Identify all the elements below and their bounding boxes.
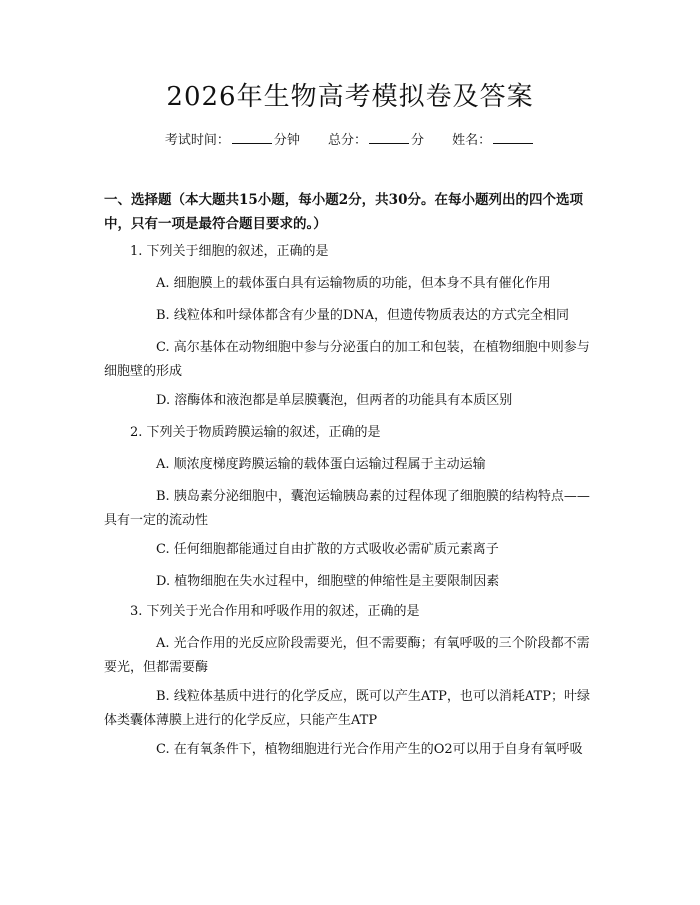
student-name-label: 姓名： bbox=[452, 133, 492, 148]
section-heading: 一、选择题（本大题共15小题，每小题2分，共30分。在每小题列出的四个选项中，只有一项是最符合题目要求的。） bbox=[104, 192, 583, 232]
question-option: B. 线粒体基质中进行的化学反应，既可以产生ATP，也可以消耗ATP；叶绿体类囊体薄膜上进行的化学反应，只能产生ATP bbox=[104, 689, 591, 728]
question-option: D. 溶酶体和液泡都是单层膜囊泡，但两者的功能具有本质区别 bbox=[156, 393, 513, 408]
student-name-blank bbox=[493, 131, 533, 144]
exam-time-field bbox=[165, 131, 300, 150]
exam-time-label: 考试时间： bbox=[164, 133, 230, 148]
question-stem: 1. 下列关于细胞的叙述，正确的是 bbox=[130, 244, 329, 259]
question-option: B. 胰岛素分泌细胞中，囊泡运输胰岛素的过程体现了细胞膜的结构特点——具有一定的流动性 bbox=[104, 489, 590, 528]
question-option: D. 植物细胞在失水过程中，细胞壁的伸缩性是主要限制因素 bbox=[156, 574, 500, 589]
question-option: A. 光合作用的光反应阶段需要光，但不需要酶；有氧呼吸的三个阶段都不需要光，但都需要酶 bbox=[104, 636, 590, 675]
exam-meta-line bbox=[0, 131, 700, 150]
question-option: C. 在有氧条件下，植物细胞进行光合作用产生的O2可以用于自身有氧呼吸 bbox=[156, 742, 583, 757]
student-name-field bbox=[452, 131, 535, 150]
question-stem: 3. 下列关于光合作用和呼吸作用的叙述，正确的是 bbox=[130, 604, 420, 619]
question-option: C. 任何细胞都能通过自由扩散的方式吸收必需矿质元素离子 bbox=[156, 542, 499, 557]
question-stem: 2. 下列关于物质跨膜运输的叙述，正确的是 bbox=[130, 425, 381, 440]
exam-time-blank bbox=[232, 131, 272, 144]
question-option: C. 高尔基体在动物细胞中参与分泌蛋白的加工和包装，在植物细胞中则参与细胞壁的形成 bbox=[104, 340, 590, 379]
total-score-field bbox=[328, 131, 424, 150]
question-option: A. 顺浓度梯度跨膜运输的载体蛋白运输过程属于主动运输 bbox=[156, 457, 486, 472]
question-option: A. 细胞膜上的载体蛋白具有运输物质的功能，但本身不具有催化作用 bbox=[156, 276, 551, 291]
question-option: B. 线粒体和叶绿体都含有少量的DNA，但遗传物质表达的方式完全相同 bbox=[156, 308, 570, 323]
exam-time-unit: 分钟 bbox=[273, 133, 300, 148]
total-score-label: 总分： bbox=[327, 133, 367, 148]
total-score-unit: 分 bbox=[411, 133, 425, 148]
page-title: 2026年生物高考模拟卷及答案 bbox=[166, 82, 534, 112]
total-score-blank bbox=[369, 131, 409, 144]
